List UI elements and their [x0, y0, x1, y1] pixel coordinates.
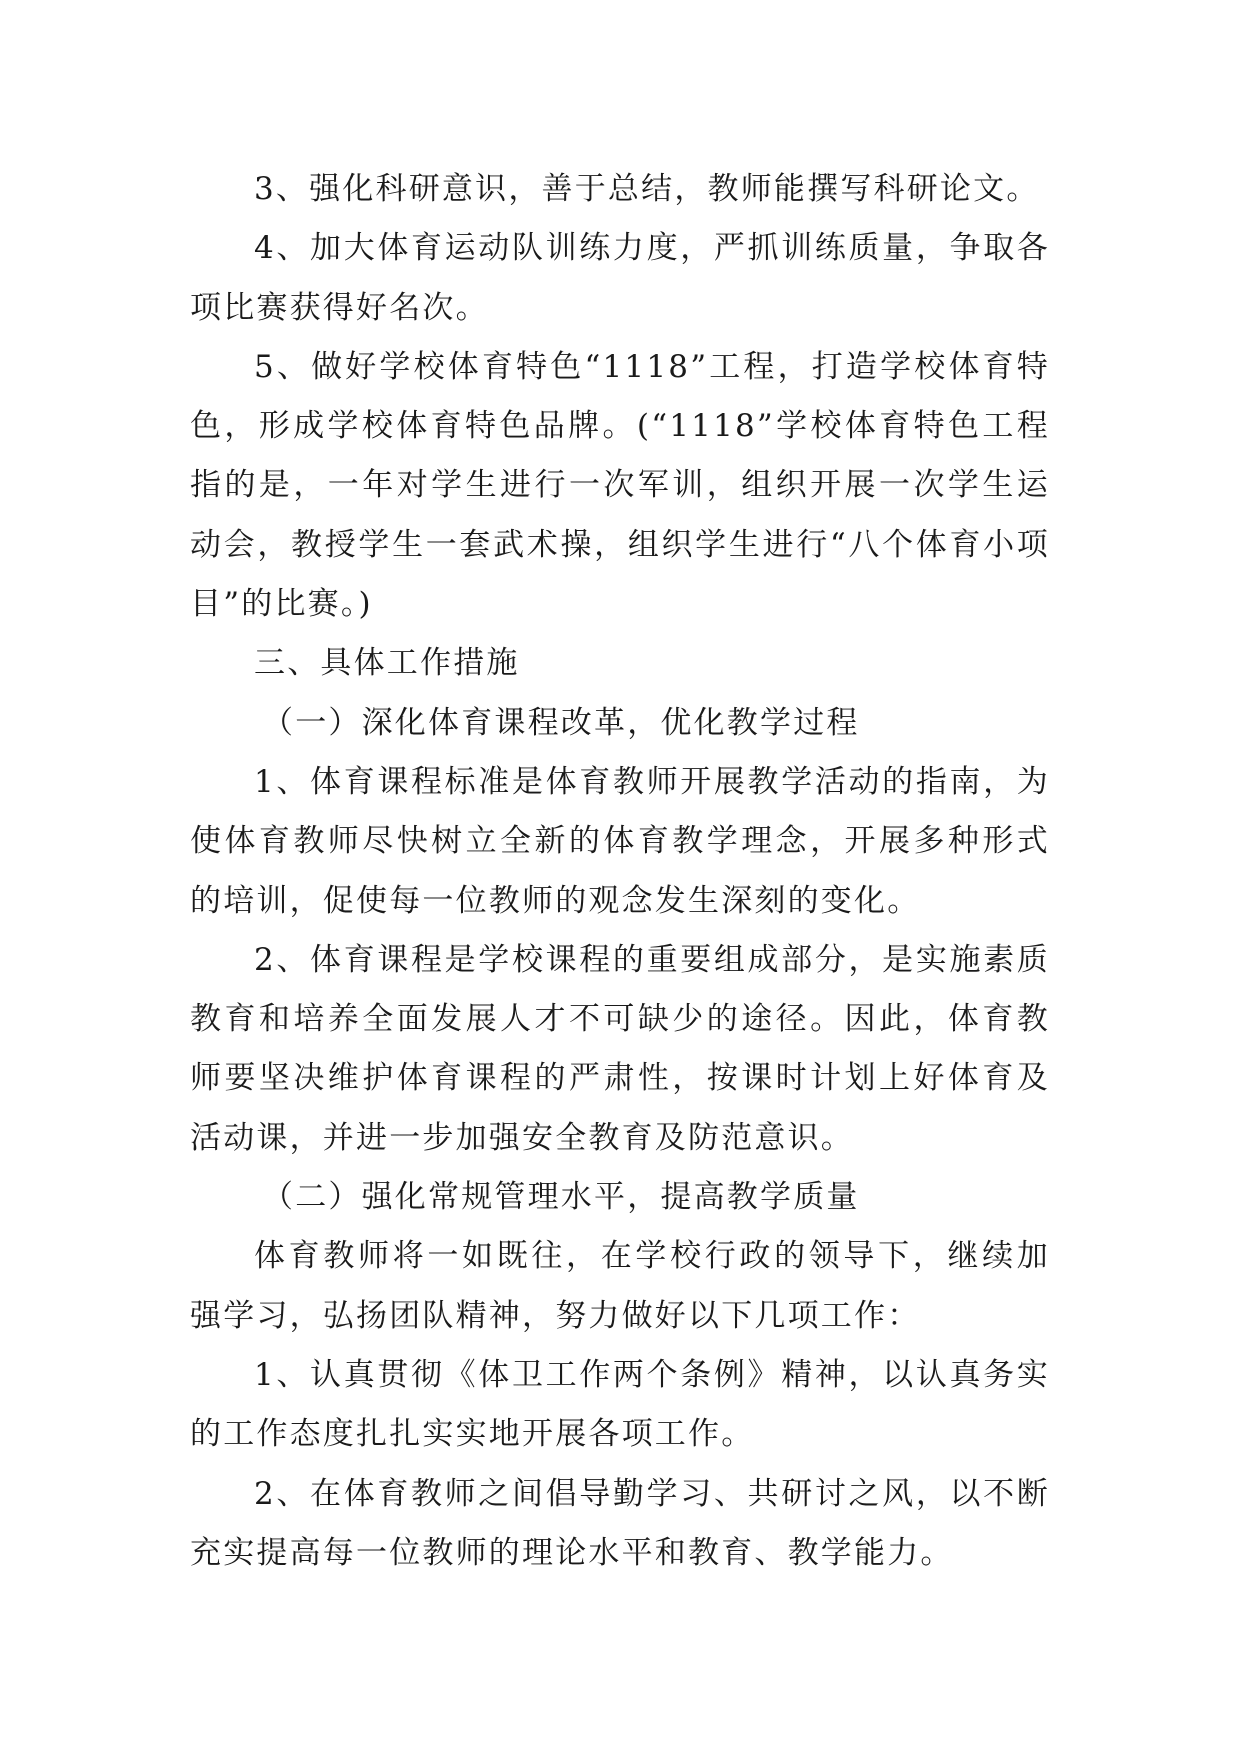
subheading-curriculum-reform: （一）深化体育课程改革，优化教学过程 [262, 704, 860, 741]
section-heading-measures: 三、具体工作措施 [254, 645, 520, 682]
paragraph-task-regulations: 1、认真贯彻《体卫工作两个条例》精神，以认真务实的工作态度扎扎实实地开展各项工作。 [190, 1356, 1050, 1453]
paragraph-intro-tasks: 体育教师将一如既往，在学校行政的领导下，继续加强学习，弘扬团队精神，努力做好以下几项工作： [190, 1238, 1050, 1334]
paragraph-item-5: 5、做好学校体育特色“1118”工程，打造学校体育特色，形成学校体育特色品牌。(“1118”学校体育特色工程指的是，一年对学生进行一次军训，组织开展一次学生运动会，教授学生一套武术操，组织学生进行“八个体育小项目”的比赛。) [190, 348, 1050, 623]
paragraph-task-study: 2、在体育教师之间倡导勤学习、共研讨之风，以不断充实提高每一位教师的理论水平和教育、教学能力。 [190, 1475, 1050, 1571]
subheading-routine-management: （二）强化常规管理水平，提高教学质量 [262, 1179, 860, 1216]
paragraph-curriculum-importance: 2、体育课程是学校课程的重要组成部分，是实施素质教育和培养全面发展人才不可缺少的途径。因此，体育教师要坚决维护体育课程的严肃性，按课时计划上好体育及活动课，并进一步加强安全教育及防范意识。 [190, 941, 1050, 1156]
paragraph-item-4: 4、加大体育运动队训练力度，严抓训练质量，争取各项比赛获得好名次。 [190, 230, 1050, 326]
paragraph-item-3: 3、强化科研意识，善于总结，教师能撰写科研论文。 [254, 171, 1040, 207]
paragraph-curriculum-standard: 1、体育课程标准是体育教师开展教学活动的指南，为使体育教师尽快树立全新的体育教学理念，开展多种形式的培训，促使每一位教师的观念发生深刻的变化。 [190, 763, 1050, 919]
document-body [190, 160, 1050, 1583]
